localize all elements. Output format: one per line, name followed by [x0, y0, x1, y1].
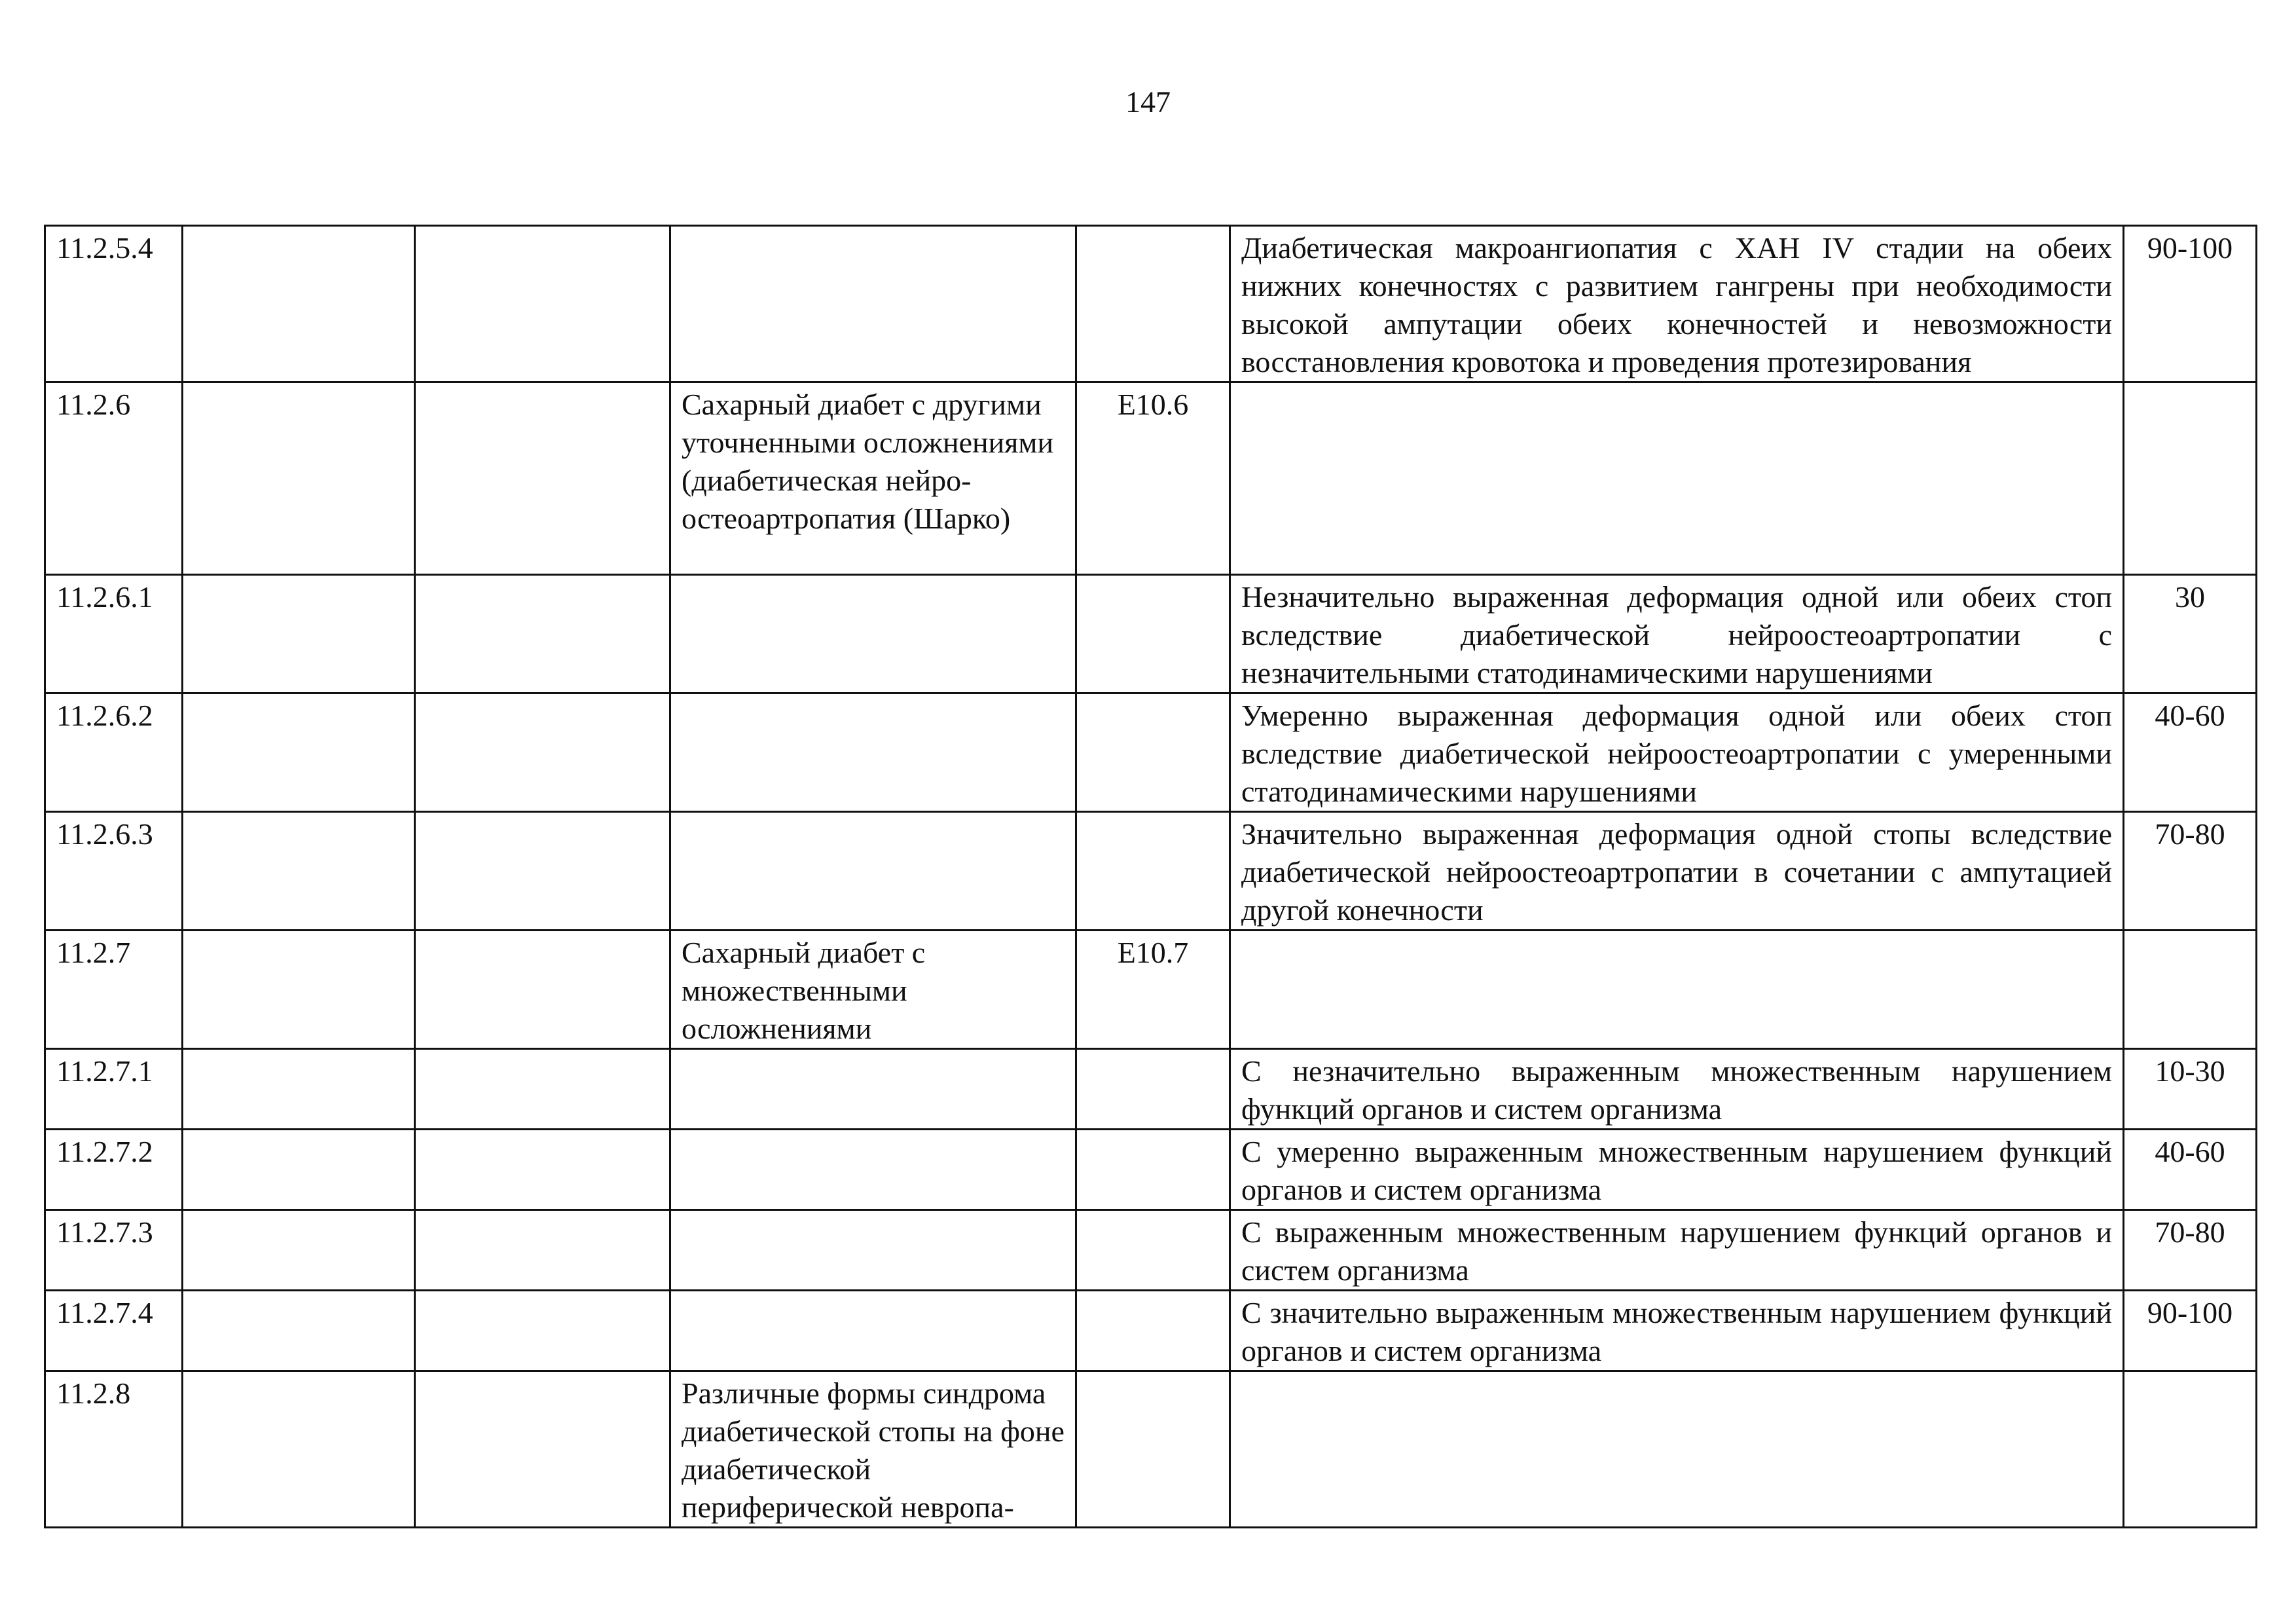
percent-cell: 40-60 — [2124, 1130, 2257, 1210]
code-cell: 11.2.7 — [45, 931, 183, 1049]
empty-cell — [415, 1130, 670, 1210]
empty-cell — [183, 1049, 415, 1130]
percent-cell: 40-60 — [2124, 693, 2257, 812]
description-cell: Умеренно выраженная деформация одной или обеих стоп вследствие диабетической нейроостеоартропатии с умеренными статодинамическими нарушениями — [1230, 693, 2124, 812]
description-cell: С умеренно выраженным множественным нарушением функций органов и систем организма — [1230, 1130, 2124, 1210]
icd-code-cell — [1076, 812, 1230, 931]
condition-name-cell: Сахарный диабет с другими уточненными осложнениями (диабетическая нейро-остеоартропатия (Шарко) — [670, 382, 1076, 575]
description-cell — [1230, 1371, 2124, 1528]
table-row — [45, 1049, 2257, 1130]
table-row — [45, 931, 2257, 1049]
condition-name-cell — [670, 1049, 1076, 1130]
code-cell: 11.2.7.4 — [45, 1291, 183, 1371]
icd-code-cell — [1076, 226, 1230, 382]
percent-cell: 30 — [2124, 575, 2257, 693]
condition-name-cell — [670, 1210, 1076, 1291]
code-cell: 11.2.6 — [45, 382, 183, 575]
empty-cell — [183, 1371, 415, 1528]
table-row — [45, 1371, 2257, 1528]
empty-cell — [183, 812, 415, 931]
empty-cell — [415, 226, 670, 382]
empty-cell — [415, 1210, 670, 1291]
empty-cell — [183, 931, 415, 1049]
description-cell — [1230, 931, 2124, 1049]
empty-cell — [415, 812, 670, 931]
description-cell: Незначительно выраженная деформация одной или обеих стоп вследствие диабетической нейроостеоартропатии с незначительными статодинамическими нарушениями — [1230, 575, 2124, 693]
code-cell: 11.2.6.3 — [45, 812, 183, 931]
description-cell: Диабетическая макроангиопатия с ХАН IV стадии на обеих нижних конечностях с развитием гангрены при необходимости высокой ампутации обеих конечностей и невозможности восстановления кровотока и проведения протезирования — [1230, 226, 2124, 382]
percent-cell: 70-80 — [2124, 1210, 2257, 1291]
description-cell — [1230, 382, 2124, 575]
icd-code-cell — [1076, 1210, 1230, 1291]
disability-criteria-table — [44, 225, 2257, 1528]
icd-code-cell — [1076, 1371, 1230, 1528]
table-row — [45, 693, 2257, 812]
table-row — [45, 1210, 2257, 1291]
page-number: 147 — [1125, 85, 1171, 119]
table-row — [45, 226, 2257, 382]
code-cell: 11.2.6.1 — [45, 575, 183, 693]
percent-cell: 70-80 — [2124, 812, 2257, 931]
empty-cell — [183, 575, 415, 693]
percent-cell: 10-30 — [2124, 1049, 2257, 1130]
empty-cell — [183, 1130, 415, 1210]
empty-cell — [415, 1049, 670, 1130]
icd-code-cell — [1076, 575, 1230, 693]
empty-cell — [415, 693, 670, 812]
empty-cell — [183, 226, 415, 382]
description-cell: Значительно выраженная деформация одной стопы вследствие диабетической нейроостеоартропатии в сочетании с ампутацией другой конечности — [1230, 812, 2124, 931]
empty-cell — [183, 693, 415, 812]
table-row — [45, 812, 2257, 931]
icd-code-cell: E10.6 — [1076, 382, 1230, 575]
percent-cell — [2124, 1371, 2257, 1528]
code-cell: 11.2.5.4 — [45, 226, 183, 382]
percent-cell: 90-100 — [2124, 1291, 2257, 1371]
condition-name-cell: Сахарный диабет с множественными осложнениями — [670, 931, 1076, 1049]
empty-cell — [415, 1291, 670, 1371]
empty-cell — [183, 382, 415, 575]
condition-name-cell — [670, 693, 1076, 812]
table-row — [45, 575, 2257, 693]
code-cell: 11.2.7.2 — [45, 1130, 183, 1210]
code-cell: 11.2.6.2 — [45, 693, 183, 812]
condition-name-cell — [670, 226, 1076, 382]
table-row — [45, 1130, 2257, 1210]
code-cell: 11.2.7.1 — [45, 1049, 183, 1130]
percent-cell — [2124, 931, 2257, 1049]
icd-code-cell — [1076, 1130, 1230, 1210]
empty-cell — [415, 382, 670, 575]
condition-name-cell — [670, 1291, 1076, 1371]
icd-code-cell — [1076, 1049, 1230, 1130]
empty-cell — [183, 1291, 415, 1371]
code-cell: 11.2.8 — [45, 1371, 183, 1528]
icd-code-cell: E10.7 — [1076, 931, 1230, 1049]
empty-cell — [415, 931, 670, 1049]
icd-code-cell — [1076, 1291, 1230, 1371]
description-cell: С незначительно выраженным множественным нарушением функций органов и систем организма — [1230, 1049, 2124, 1130]
description-cell: С значительно выраженным множественным нарушением функций органов и систем организма — [1230, 1291, 2124, 1371]
empty-cell — [415, 1371, 670, 1528]
description-cell: С выраженным множественным нарушением функций органов и систем организма — [1230, 1210, 2124, 1291]
condition-name-cell — [670, 575, 1076, 693]
table-row — [45, 382, 2257, 575]
percent-cell — [2124, 382, 2257, 575]
icd-code-cell — [1076, 693, 1230, 812]
table-body — [45, 226, 2257, 1528]
empty-cell — [415, 575, 670, 693]
condition-name-cell — [670, 1130, 1076, 1210]
condition-name-cell — [670, 812, 1076, 931]
percent-cell: 90-100 — [2124, 226, 2257, 382]
condition-name-cell: Различные формы синдрома диабетической стопы на фоне диабетической периферической невропа- — [670, 1371, 1076, 1528]
table-row — [45, 1291, 2257, 1371]
empty-cell — [183, 1210, 415, 1291]
code-cell: 11.2.7.3 — [45, 1210, 183, 1291]
